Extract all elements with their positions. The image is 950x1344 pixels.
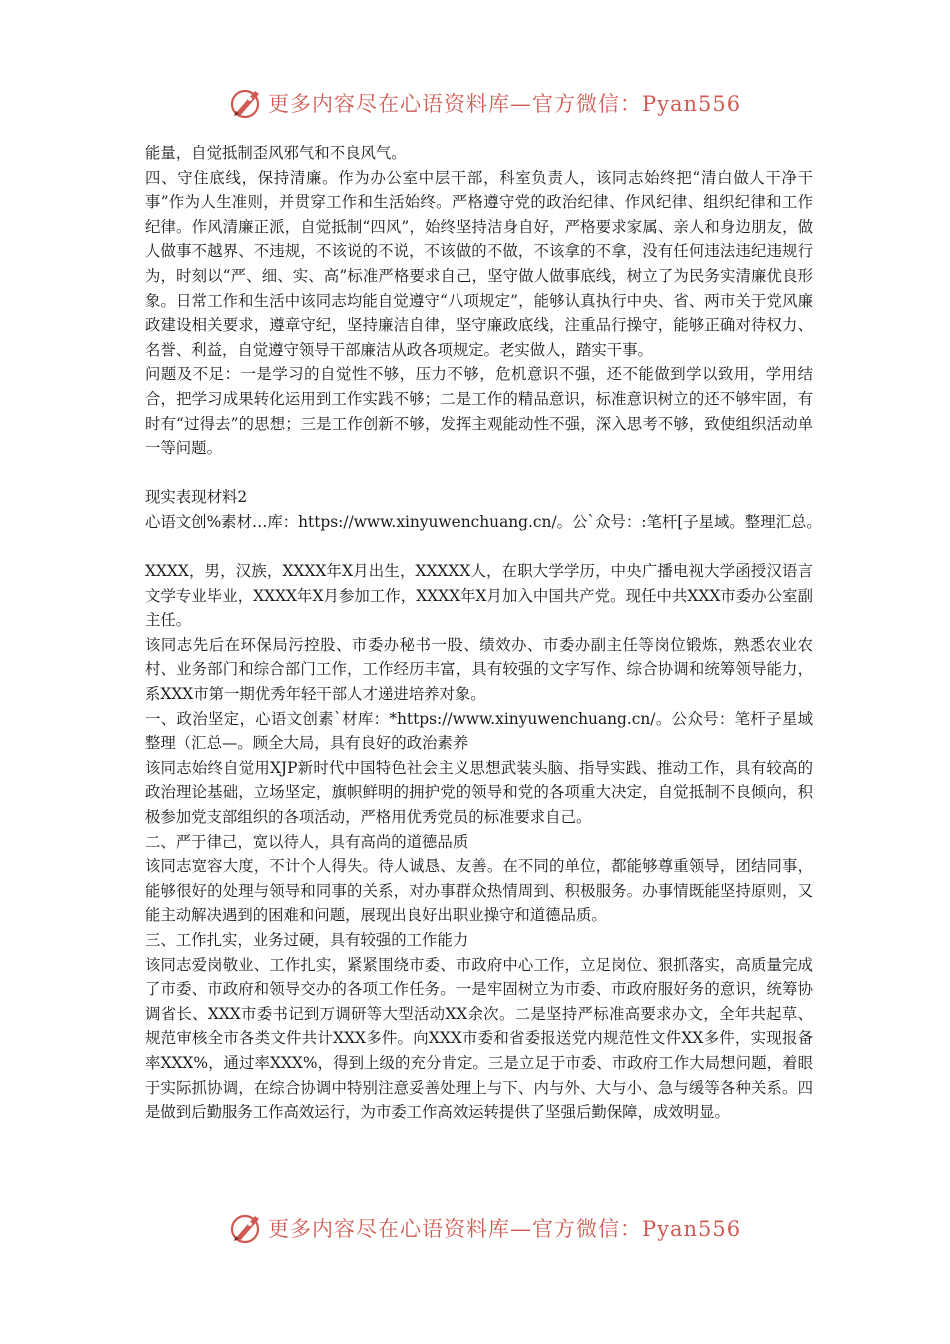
document-body xyxy=(145,141,822,1125)
paragraph: 四、守住底线，保持清廉。作为办公室中层干部，科室负责人，该同志始终把“清白做人干净干事”作为人生准则，并贯穿工作和生活始终。严格遵守党的政治纪律、作风纪律、组织纪律和工作纪律。作风清廉正派，自觉抵制“四风”，始终坚持洁身自好，严格要求家属、亲人和身边朋友，做人做事不越界、不违规，不该说的不说，不该做的不做，不该拿的不拿，没有任何违法违纪违规行为，时刻以“严、细、实、高”标准严格要求自己，坚守做人做事底线，树立了为民务实清廉优良形象。日常工作和生活中该同志均能自觉遵守“八项规定”，能够认真执行中央、省、两市关于党风廉政建设相关要求，遵章守纪，坚持廉洁自律，坚守廉政底线，注重品行操守，能够正确对待权力、名誉、利益，自觉遵守领导干部廉洁从政各项规定。老实做人，踏实干事。 xyxy=(145,168,813,359)
paragraph: 该同志宽容大度，不计个人得失。待人诚恳、友善。在不同的单位，都能够尊重领导，团结同事，能够很好的处理与领导和同事的关系，对办事群众热情周到、积极服务。办事情既能坚持原则，又能主动解决遇到的困难和问题，展现出良好出职业操守和道德品质。 xyxy=(145,857,813,925)
paragraph: XXXX，男，汉族，XXXX年X月出生，XXXXX人，在职大学学历，中央广播电视大学函授汉语言文学专业毕业，XXXX年X月参加工作，XXXX年X月加入中国共产党。现任中共XXX市委办公室副主任。 xyxy=(145,562,813,630)
section-title: 现实表现材料2 xyxy=(145,488,248,507)
heading-3: 三、工作扎实，业务过硬，具有较强的工作能力 xyxy=(145,931,469,949)
paragraph: 问题及不足：一是学习的自觉性不够，压力不够，危机意识不强，还不能做到学以致用，学用结合，把学习成果转化运用到工作实践不够；二是工作的精品意识，标准意识树立的还不够牢固，有时有“过得去”的思想；三是工作创新不够，发挥主观能动性不强，深入思考不够，致使组织活动单一等问题。 xyxy=(145,365,813,458)
paragraph: 该同志先后在环保局污控股、市委办秘书一股、绩效办、市委办副主任等岗位锻炼，熟悉农业农村、业务部门和综合部门工作，工作经历丰富，具有较强的文字写作、综合协调和统筹领导能力，系XXX市第一期优秀年轻干部人才递进培养对象。 xyxy=(145,635,813,704)
blank-line xyxy=(145,461,813,486)
banner-slogan: 更多内容尽在心语资料库—官方微信：Pyan556 xyxy=(268,92,742,116)
heading-2: 二、严于律己，宽以待人，具有高尚的道德品质 xyxy=(145,832,469,851)
banner-slogan: 更多内容尽在心语资料库—官方微信：Pyan556 xyxy=(268,1217,742,1241)
paragraph: 该同志爱岗敬业、工作扎实，紧紧围绕市委、市政府中心工作，立足岗位、狠抓落实，高质量完成了市委、市政府和领导交办的各项工作任务。一是牢固树立为市委、市政府服好务的意识，统筹协调省长、XXX市委书记到万调研等大型活动XX余次。二是坚持严标准高要求办文，全年共起草、规范审核全市各类文件共计XXX多件。向XXX市委和省委报送党内规范性文件XX多件，实现报备率XXX%，通过率XXX%，得到上级的充分肯定。三是立足于市委、市政府工作大局想问题，着眼于实际抓协调，在综合协调中特别注意妥善处理上与下、内与外、大与小、急与缓等各种关系。四是做到后勤服务工作高效运行，为市委工作高效运转提供了坚强后勤保障，成效明显。 xyxy=(145,955,813,1122)
header-banner xyxy=(228,83,741,123)
pen-logo-icon xyxy=(228,1210,264,1246)
heading-1: 一、政治坚定，心语文创素`材库：*https://www.xinyuwenchuang.cn/。公众号：笔杆子星域整理（汇总—。顾全大局，具有良好的政治素养 xyxy=(145,709,813,753)
source-note: 心语文创%素材…库：https://www.xinyuwenchuang.cn/。公`众号：:笔杆[子星域。整理汇总。 xyxy=(145,512,822,531)
pen-logo-icon xyxy=(228,85,264,121)
blank-line xyxy=(145,535,813,560)
paragraph: 该同志始终自觉用XJP新时代中国特色社会主义思想武装头脑、指导实践、推动工作，具有较高的政治理论基础，立场坚定，旗帜鲜明的拥护党的领导和党的各项重大决定，自觉抵制不良倾向，积极参加党支部组织的各项活动，严格用优秀党员的标准要求自己。 xyxy=(145,758,813,827)
paragraph: 能量，自觉抵制歪风邪气和不良风气。 xyxy=(145,144,407,162)
footer-banner xyxy=(228,1208,741,1248)
